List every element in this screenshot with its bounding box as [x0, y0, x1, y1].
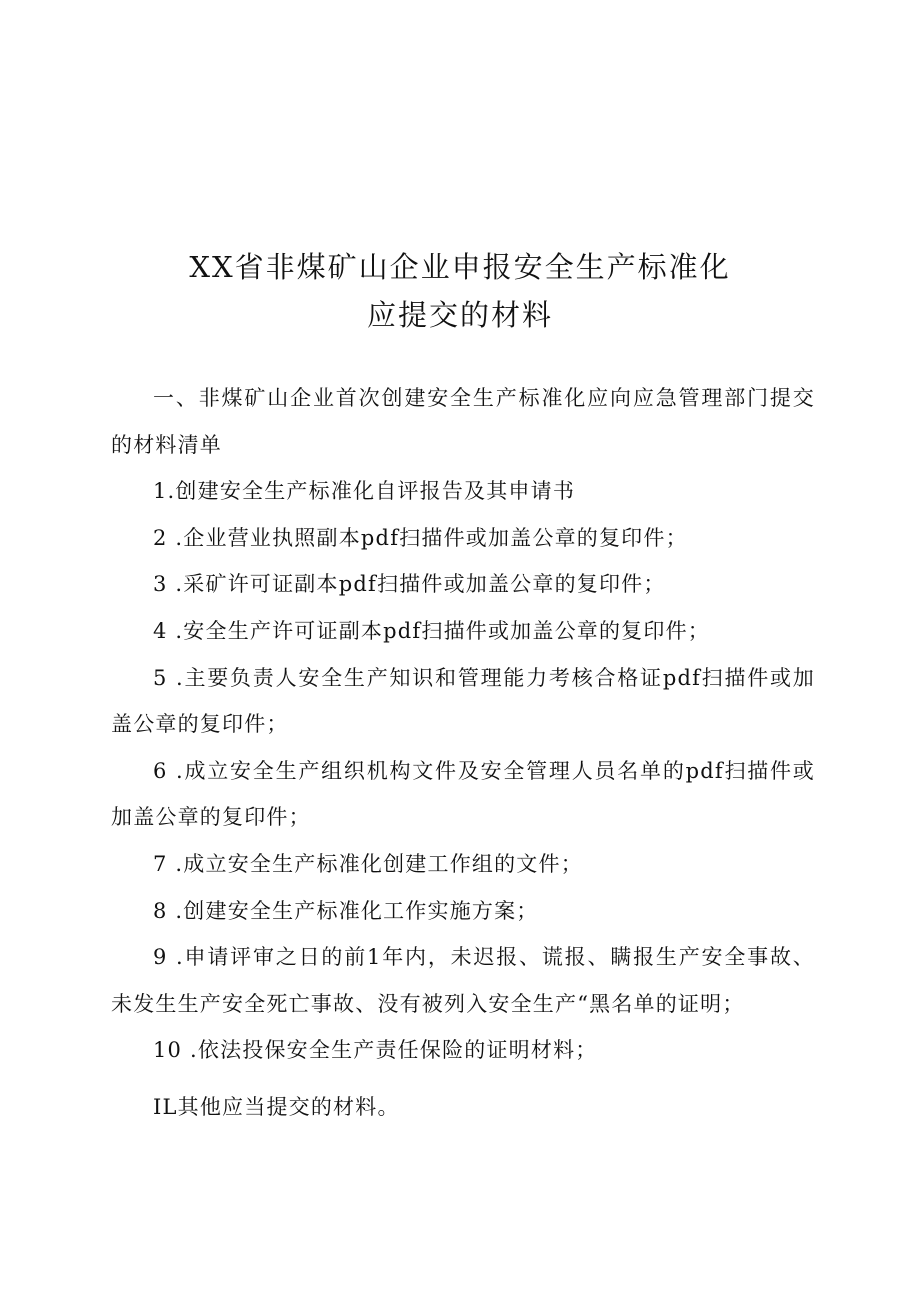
list-item-2: 2 .企业营业执照副本pdf扫描件或加盖公章的复印件； — [153, 525, 688, 550]
section-heading: 一、非煤矿山企业首次创建安全生产标准化应向应急管理部门提交的材料清单 — [111, 386, 815, 457]
list-item-3: 3 .采矿许可证副本pdf扫描件或加盖公章的复印件； — [153, 572, 666, 597]
list-item-1: 1.创建安全生产标准化自评报告及其申请书 — [153, 479, 576, 504]
list-item-4: 4 .安全生产许可证副本pdf扫描件或加盖公章的复印件； — [153, 618, 710, 643]
document-title-line-1: XX省非煤矿山企业申报安全生产标准化 — [189, 250, 731, 284]
list-item-6: 6 .成立安全生产组织机构文件及安全管理人员名单的pdf扫描件或加盖公章的复印件； — [111, 758, 815, 830]
list-item-11: IL其他应当提交的材料。 — [153, 1094, 400, 1119]
list-item-9: 9 .申请评审之日的前1年内，未迟报、谎报、瞒报生产安全事故、未发生生产安全死亡事故、没有被列入安全生产“黑名单的证明； — [111, 945, 815, 1016]
document-title-line-2: 应提交的材料 — [366, 298, 553, 332]
list-item-8: 8 .创建安全生产标准化工作实施方案； — [153, 898, 539, 923]
list-item-7: 7 .成立安全生产标准化创建工作组的文件； — [153, 851, 583, 876]
list-item-10: 10 .依法投保安全生产责任保险的证明材料； — [153, 1038, 598, 1063]
list-item-5: 5 .主要负责人安全生产知识和管理能力考核合格证pdf扫描件或加盖公章的复印件； — [111, 665, 815, 737]
document-body — [111, 375, 815, 1131]
